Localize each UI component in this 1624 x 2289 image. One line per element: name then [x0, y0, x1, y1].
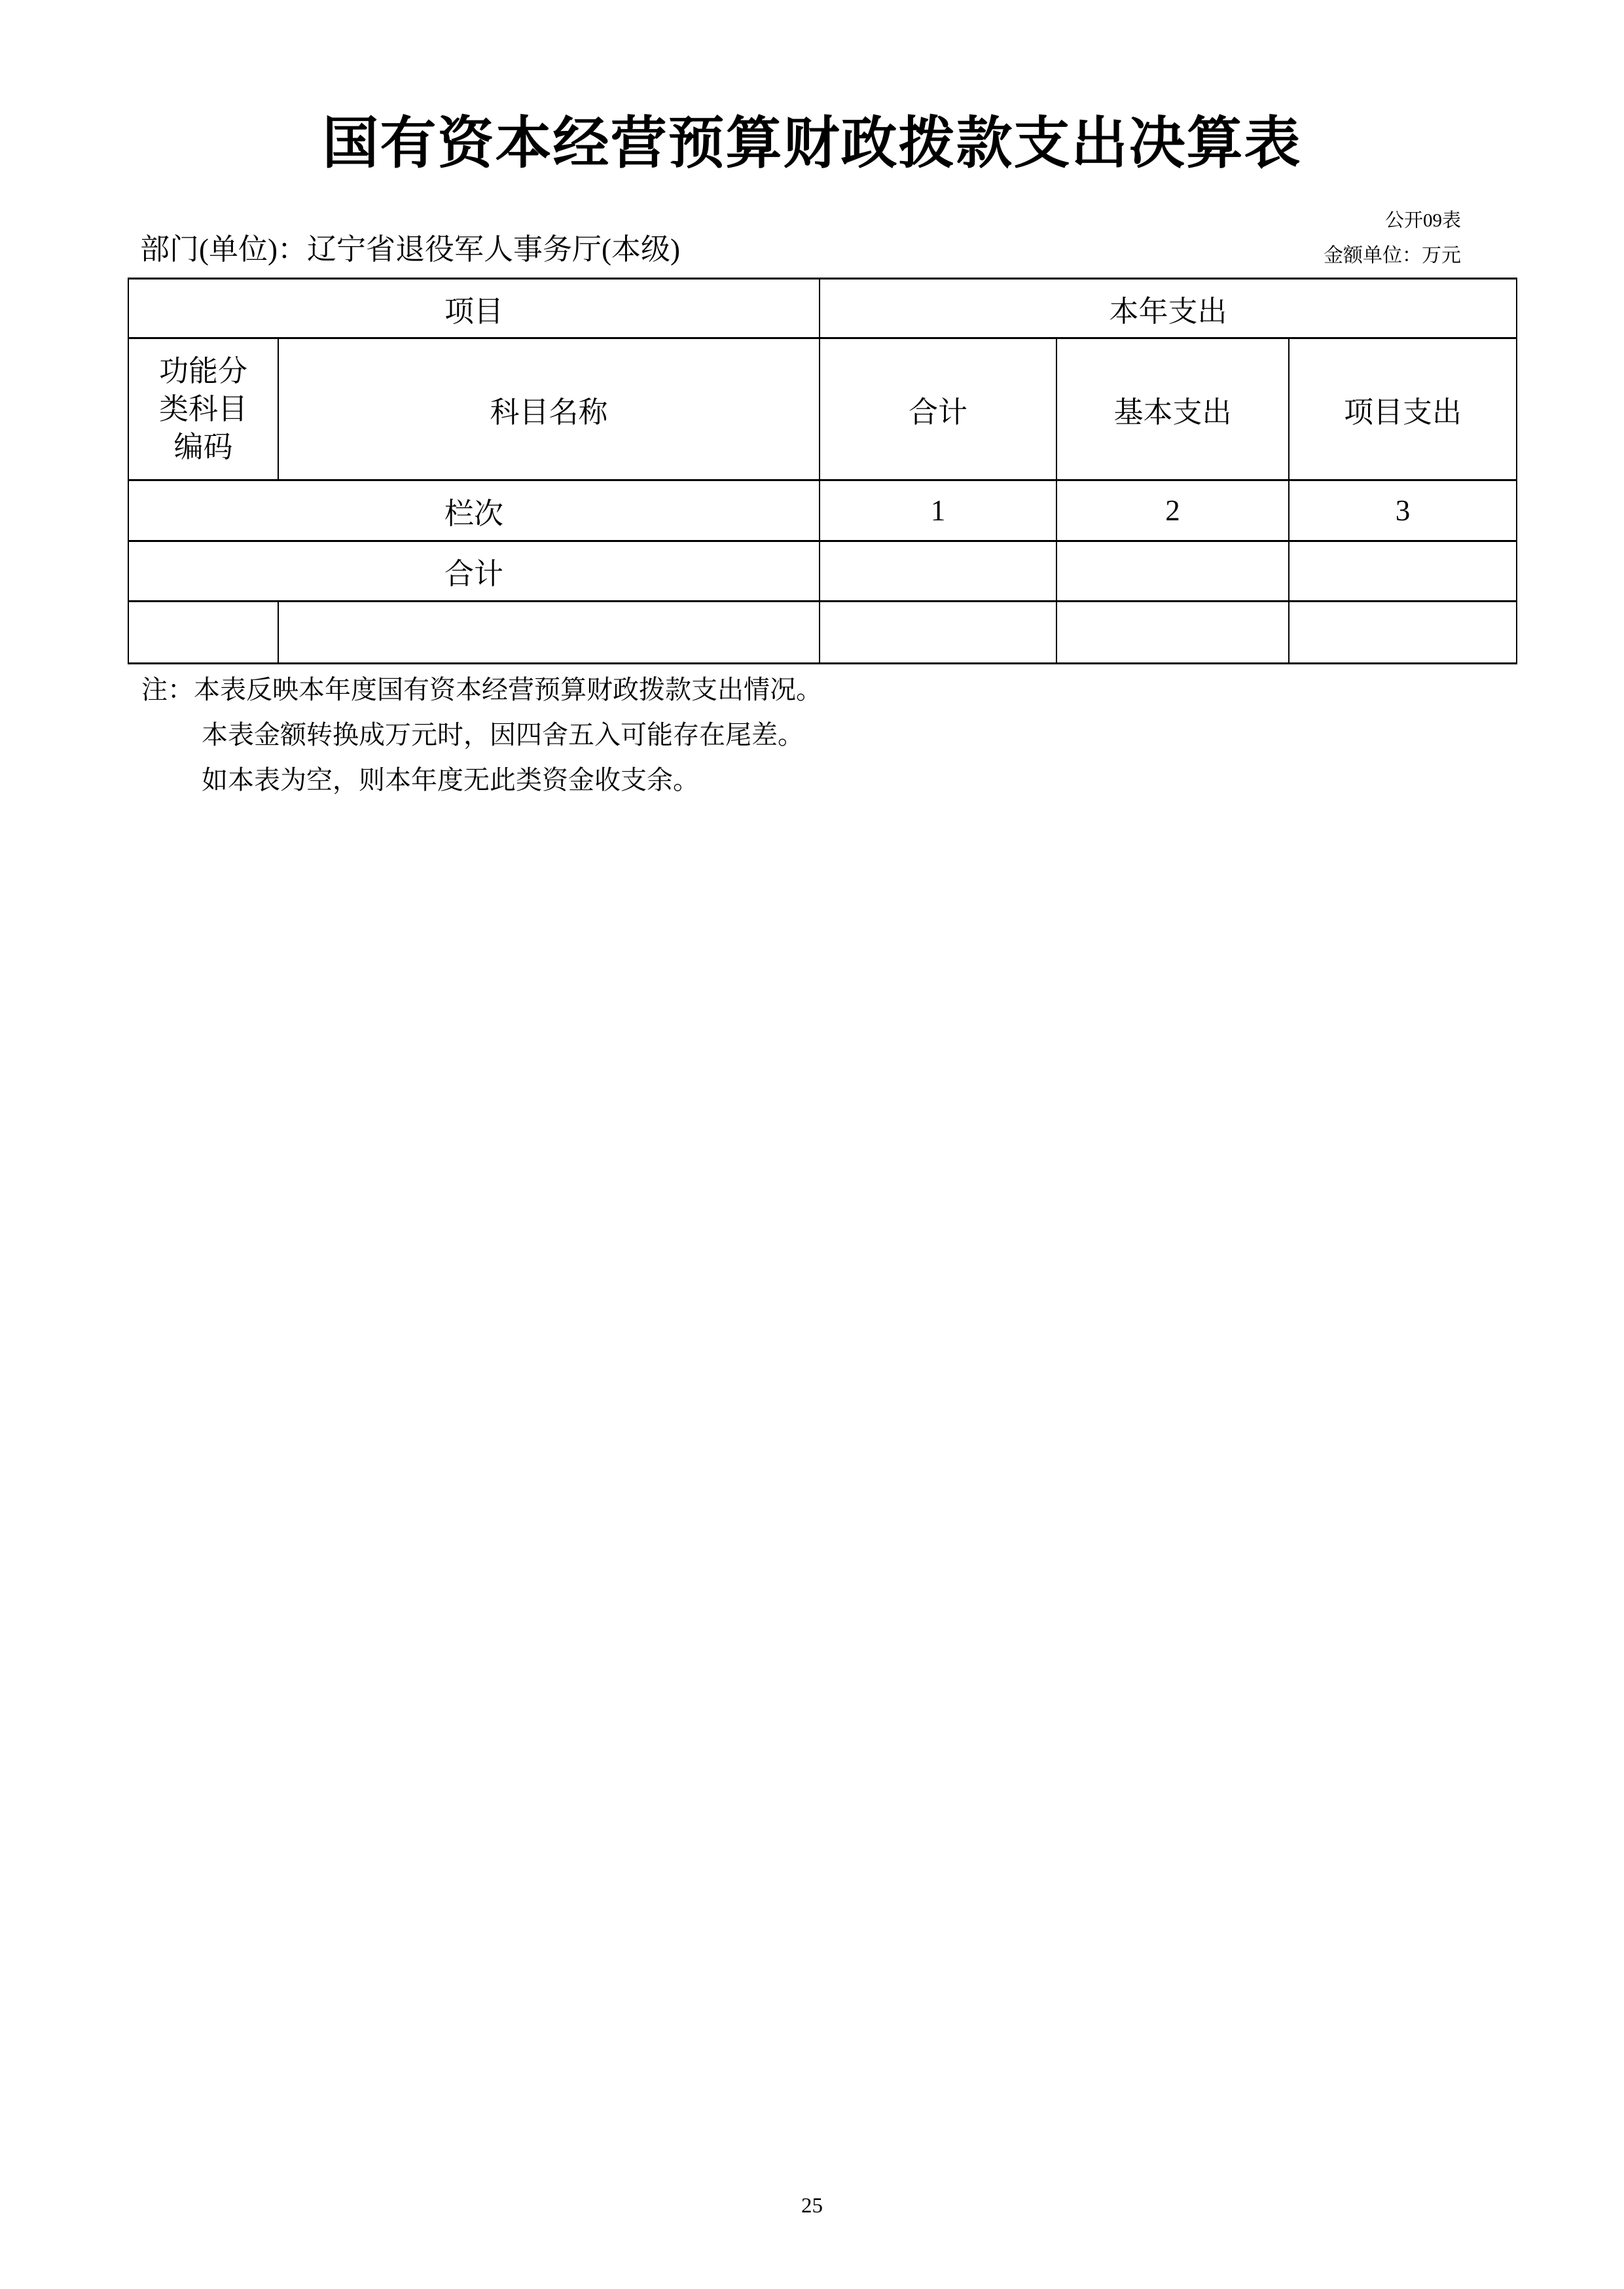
- amount-unit-label: 金额单位：万元: [1324, 245, 1461, 266]
- page-number: 25: [801, 2194, 823, 2218]
- department-line: 部门(单位)：辽宁省退役军人事务厅(本级): [140, 233, 680, 266]
- empty-row-name-cell: [278, 602, 820, 664]
- note-line-2: 本表金额转换成万元时，因四舍五入可能存在尾差。: [202, 720, 804, 749]
- empty-row-code-cell: [128, 602, 278, 664]
- col-header-basic-expenditure: 基本支出: [1056, 338, 1289, 480]
- column-index-label: 栏次: [128, 480, 820, 541]
- total-row-basic-value: [1056, 541, 1289, 602]
- empty-row-project-cell: [1289, 602, 1517, 664]
- group-header-current-year-expenditure: 本年支出: [820, 279, 1517, 338]
- empty-row-basic-cell: [1056, 602, 1289, 664]
- col-header-total: 合计: [820, 338, 1056, 480]
- group-header-row: [128, 279, 1517, 338]
- table-meta: [1324, 209, 1461, 267]
- note-line-1: 注：本表反映本年度国有资本经营预算财政拨款支出情况。: [141, 675, 822, 704]
- total-row-label: 合计: [128, 541, 820, 602]
- total-row-project-value: [1289, 541, 1517, 602]
- col-header-project-expenditure: 项目支出: [1289, 338, 1517, 480]
- column-index-2: 2: [1056, 480, 1289, 541]
- footnotes: [141, 674, 822, 810]
- form-code-label: 公开09表: [1384, 210, 1461, 231]
- column-index-row: [128, 480, 1517, 541]
- note-line-3: 如本表为空，则本年度无此类资金收支余。: [202, 765, 699, 795]
- empty-row-total-cell: [820, 602, 1056, 664]
- page-title: 国有资本经营预算财政拨款支出决算表: [322, 112, 1302, 175]
- group-header-item: 项目: [128, 279, 820, 338]
- column-index-3: 3: [1289, 480, 1517, 541]
- expenditure-table: [128, 278, 1517, 664]
- empty-data-row: [128, 602, 1517, 664]
- total-row-total-value: [820, 541, 1056, 602]
- column-header-row: [128, 338, 1517, 480]
- total-row: [128, 541, 1517, 602]
- column-index-1: 1: [820, 480, 1056, 541]
- col-header-subject-name: 科目名称: [278, 338, 820, 480]
- col-header-function-code: 功能分类科目编码: [128, 338, 278, 480]
